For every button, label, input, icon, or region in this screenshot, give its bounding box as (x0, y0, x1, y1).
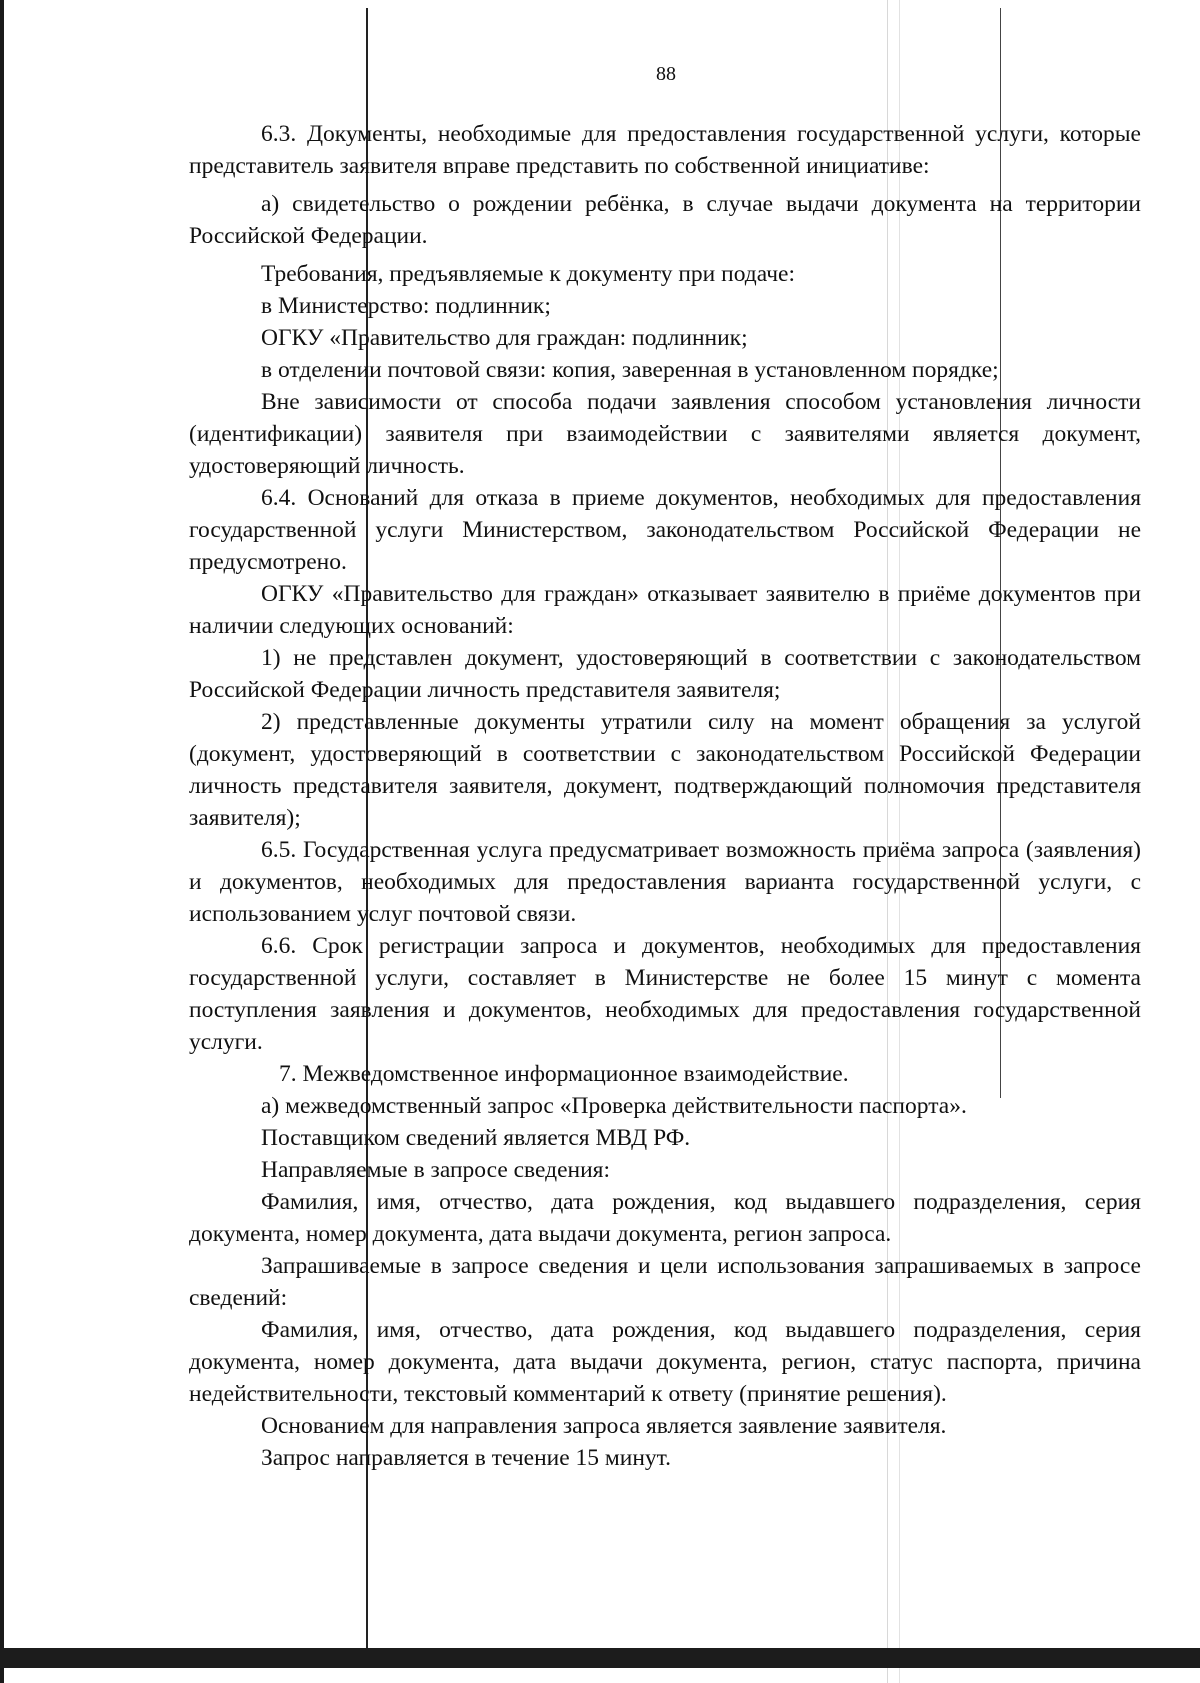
paragraph-6-6: 6.6. Срок регистрации запроса и документов, необходимых для предоставления государственной услуги, составляет в Министерстве не более 15 минут с момента поступления заявления и документов, необходимых для предоставления государственной услуги. (189, 933, 1141, 1055)
paragraph-requirements: Требования, предъявляемые к документу при подаче: (261, 261, 795, 287)
paragraph-ogku: ОГКУ «Правительство для граждан: подлинник; (261, 325, 748, 351)
paragraph-ogku-refusal: ОГКУ «Правительство для граждан» отказывает заявителю в приёме документов при наличии следующих оснований: (189, 581, 1141, 639)
paragraph-requested-data: Запрашиваемые в запросе сведения и цели использования запрашиваемых в запросе сведений: (189, 1253, 1141, 1311)
paragraph-reason-1: 1) не представлен документ, удостоверяющий в соответствии с законодательством Российской Федерации личность представителя заявителя; (189, 645, 1141, 703)
scan-left-edge (0, 0, 4, 1683)
paragraph-sent-data: Направляемые в запросе сведения: (261, 1157, 611, 1183)
paragraph-grounds: Основанием для направления запроса является заявление заявителя. (261, 1413, 947, 1439)
paragraph-birth-certificate: а) свидетельство о рождении ребёнка, в случае выдачи документа на территории Российской Федерации. (189, 191, 1141, 249)
paragraph-reason-2: 2) представленные документы утратили силу на момент обращения за услугой (документ, удостоверяющий в соответствии с законодательством Российской Федерации личность представителя заявителя, документ, подтверждающий полномочия представителя заявителя); (189, 709, 1141, 831)
paragraph-sent-fields: Фамилия, имя, отчество, дата рождения, код выдавшего подразделения, серия документа, номер документа, дата выдачи документа, регион запроса. (189, 1189, 1141, 1247)
paragraph-timing: Запрос направляется в течение 15 минут. (261, 1445, 672, 1471)
paragraph-supplier: Поставщиком сведений является МВД РФ. (261, 1125, 691, 1151)
paragraph-identification: Вне зависимости от способа подачи заявления способом установления личности (идентификации) заявителя при взаимодействии с заявителями является документ, удостоверяющий личность. (189, 389, 1141, 479)
document-body (189, 118, 1141, 1474)
scan-bottom-bar (0, 1648, 1200, 1668)
paragraph-requested-fields: Фамилия, имя, отчество, дата рождения, код выдавшего подразделения, серия документа, номер документа, дата выдачи документа, регион, статус паспорта, причина недействительности, текстовый комментарий к ответу (принятие решения). (189, 1317, 1141, 1407)
paragraph-6-5: 6.5. Государственная услуга предусматривает возможность приёма запроса (заявления) и документов, необходимых для предоставления варианта государственной услуги, с использованием услуг почтовой связи. (189, 837, 1141, 927)
section-heading-7: 7. Межведомственное информационное взаимодействие. (279, 1061, 849, 1087)
paragraph-6-3: 6.3. Документы, необходимые для предоставления государственной услуги, которые представитель заявителя вправе представить по собственной инициативе: (189, 121, 1141, 179)
paragraph-6-4: 6.4. Оснований для отказа в приеме документов, необходимых для предоставления государственной услуги Министерством, законодательством Российской Федерации не предусмотрено. (189, 485, 1141, 575)
page-number: 88 (656, 63, 676, 85)
paragraph-post-office: в отделении почтовой связи: копия, заверенная в установленном порядке; (261, 357, 999, 383)
paragraph-interagency-request: а) межведомственный запрос «Проверка действительности паспорта». (261, 1093, 967, 1119)
paragraph-ministry: в Министерство: подлинник; (261, 293, 551, 319)
